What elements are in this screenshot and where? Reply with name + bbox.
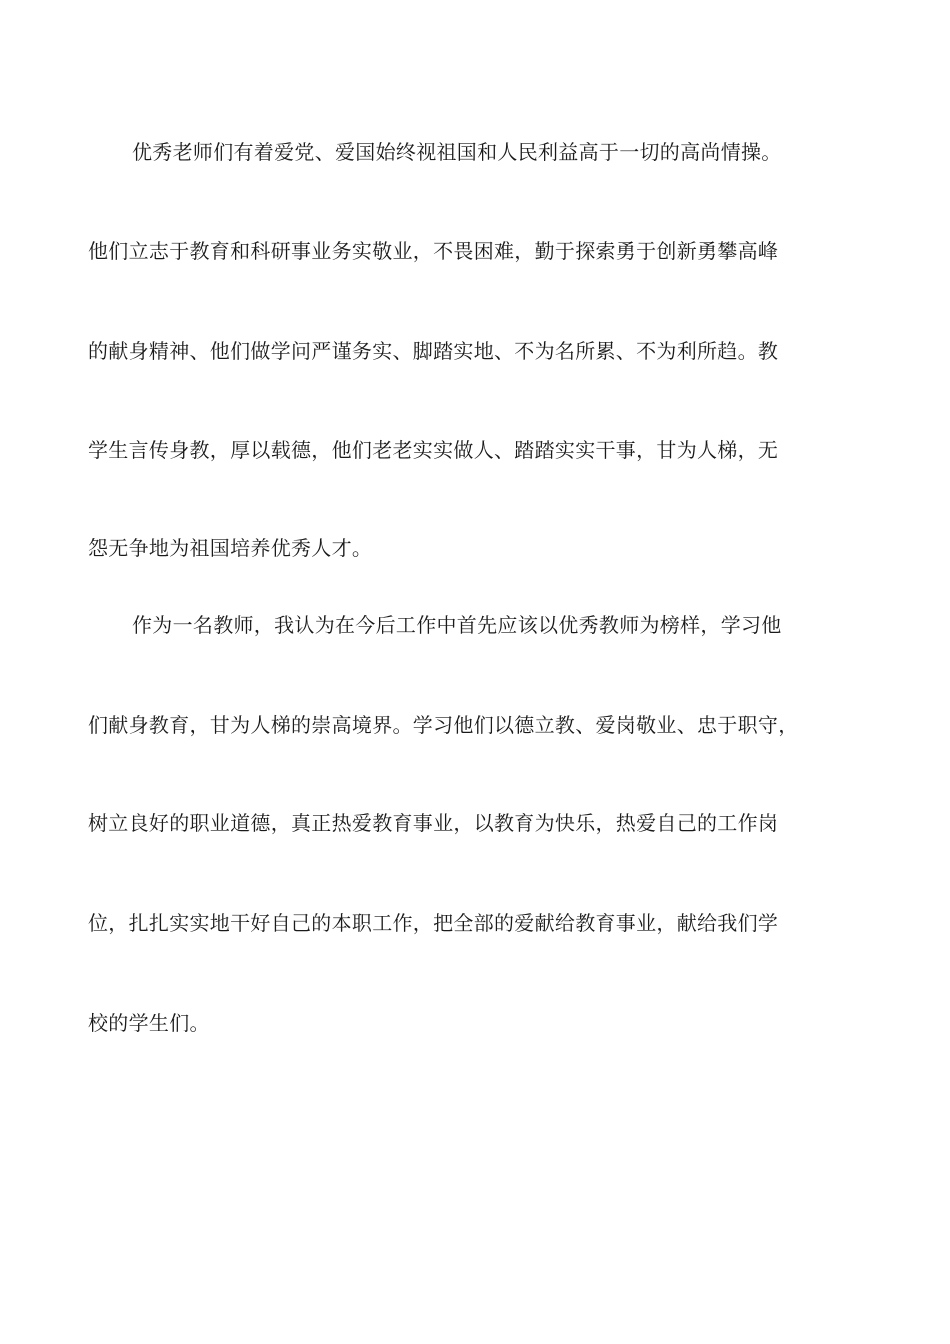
paragraph-1-line-5: 怨无争地为祖国培养优秀人才。 bbox=[88, 536, 373, 560]
paragraph-2-line-2: 们献身教育，甘为人梯的崇高境界。学习他们以德立教、爱岗敬业、忠于职守， bbox=[88, 713, 799, 737]
paragraph-1-line-1: 优秀老师们有着爱党、爱国始终视祖国和人民利益高于一切的高尚情操。 bbox=[132, 140, 782, 164]
paragraph-2-line-1: 作为一名教师，我认为在今后工作中首先应该以优秀教师为榜样，学习他 bbox=[132, 613, 782, 637]
paragraph-1-line-3: 的献身精神、他们做学问严谨务实、脚踏实地、不为名所累、不为利所趋。教 bbox=[88, 339, 779, 363]
paragraph-1-line-4: 学生言传身教，厚以载德，他们老老实实做人、踏踏实实干事，甘为人梯，无 bbox=[88, 438, 779, 462]
paragraph-2-line-4: 位，扎扎实实地干好自己的本职工作，把全部的爱献给教育事业，献给我们学 bbox=[88, 911, 779, 935]
paragraph-1-line-2: 他们立志于教育和科研事业务实敬业，不畏困难，勤于探索勇于创新勇攀高峰 bbox=[88, 239, 779, 263]
paragraph-2-line-5: 校的学生们。 bbox=[88, 1011, 210, 1035]
paragraph-2-line-3: 树立良好的职业道德，真正热爱教育事业，以教育为快乐，热爱自己的工作岗 bbox=[88, 811, 779, 835]
